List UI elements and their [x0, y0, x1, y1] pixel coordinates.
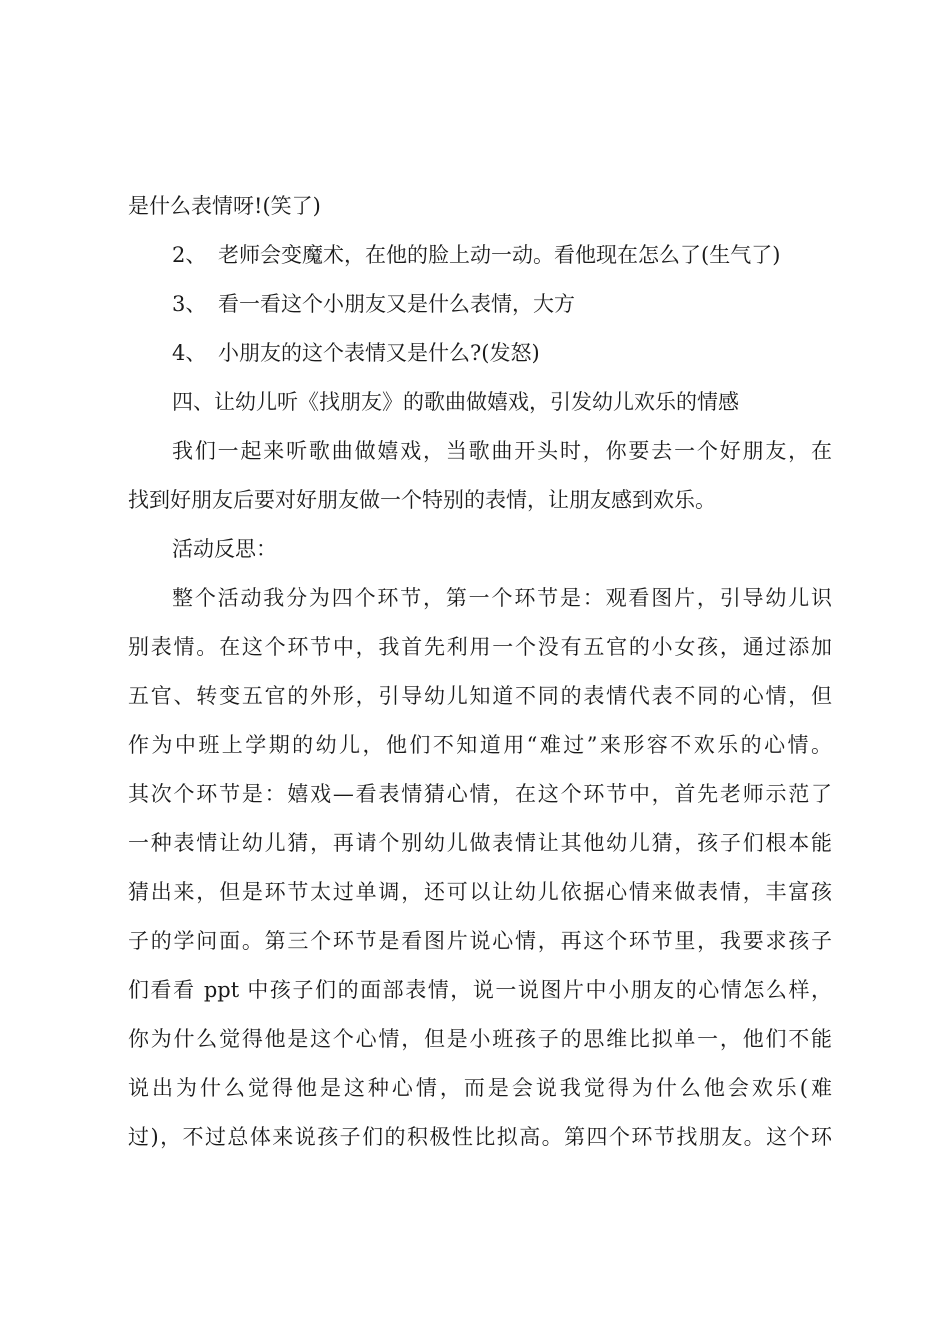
paragraph-line: 作为中班上学期的幼儿，他们不知道用“难过”来形容不欢乐的心情。: [128, 733, 832, 757]
paragraph-line: 我们一起来听歌曲做嬉戏，当歌曲开头时，你要去一个好朋友，在: [172, 439, 832, 463]
paragraph-line: 说出为什么觉得他是这种心情，而是会说我觉得为什么他会欢乐(难: [128, 1076, 832, 1100]
paragraph-line: 你为什么觉得他是这个心情，但是小班孩子的思维比拟单一，他们不能: [128, 1027, 832, 1051]
list-item-4: [128, 329, 832, 378]
paragraph-line: 过)，不过总体来说孩子们的积极性比拟高。第四个环节找朋友。这个环: [128, 1125, 832, 1149]
list-item-text: 看一看这个小朋友又是什么表情，大方: [218, 292, 575, 316]
paragraph-line: 整个活动我分为四个环节，第一个环节是：观看图片，引导幼儿识: [172, 586, 832, 610]
paragraph-line: 其次个环节是：嬉戏—看表情猜心情，在这个环节中，首先老师示范了: [128, 782, 832, 806]
paragraph-line: 找到好朋友后要对好朋友做一个特别的表情，让朋友感到欢乐。: [128, 488, 716, 512]
paragraph-line: 五官、转变五官的外形，引导幼儿知道不同的表情代表不同的心情，但: [128, 684, 832, 708]
list-item-3: [128, 280, 832, 329]
text-line: 是什么表情呀!(笑了): [128, 194, 321, 218]
section-heading: 四、让幼儿听《找朋友》的歌曲做嬉戏，引发幼儿欢乐的情感: [172, 390, 739, 414]
list-item-text: 老师会变魔术，在他的脸上动一动。看他现在怎么了(生气了): [218, 243, 781, 267]
paragraph-line: 子的学问面。第三个环节是看图片说心情，再这个环节里，我要求孩子: [128, 929, 832, 953]
reflection-heading: 活动反思：: [172, 537, 277, 561]
paragraph-line: 别表情。在这个环节中，我首先利用一个没有五官的小女孩，通过添加: [128, 635, 832, 659]
list-item-number: 2、: [172, 243, 207, 267]
list-item-2: [128, 231, 832, 280]
paragraph-line: 一种表情让幼儿猜，再请个别幼儿做表情让其他幼儿猜，孩子们根本能: [128, 831, 832, 855]
document-body: [128, 182, 832, 1162]
list-item-text: 小朋友的这个表情又是什么?(发怒): [218, 341, 540, 365]
paragraph-line: 们看看 ppt 中孩子们的面部表情，说一说图片中小朋友的心情怎么样，: [128, 978, 832, 1002]
paragraph-line: 猜出来，但是环节太过单调，还可以让幼儿依据心情来做表情，丰富孩: [128, 880, 832, 904]
list-item-number: 3、: [172, 292, 207, 316]
list-item-number: 4、: [172, 341, 207, 365]
